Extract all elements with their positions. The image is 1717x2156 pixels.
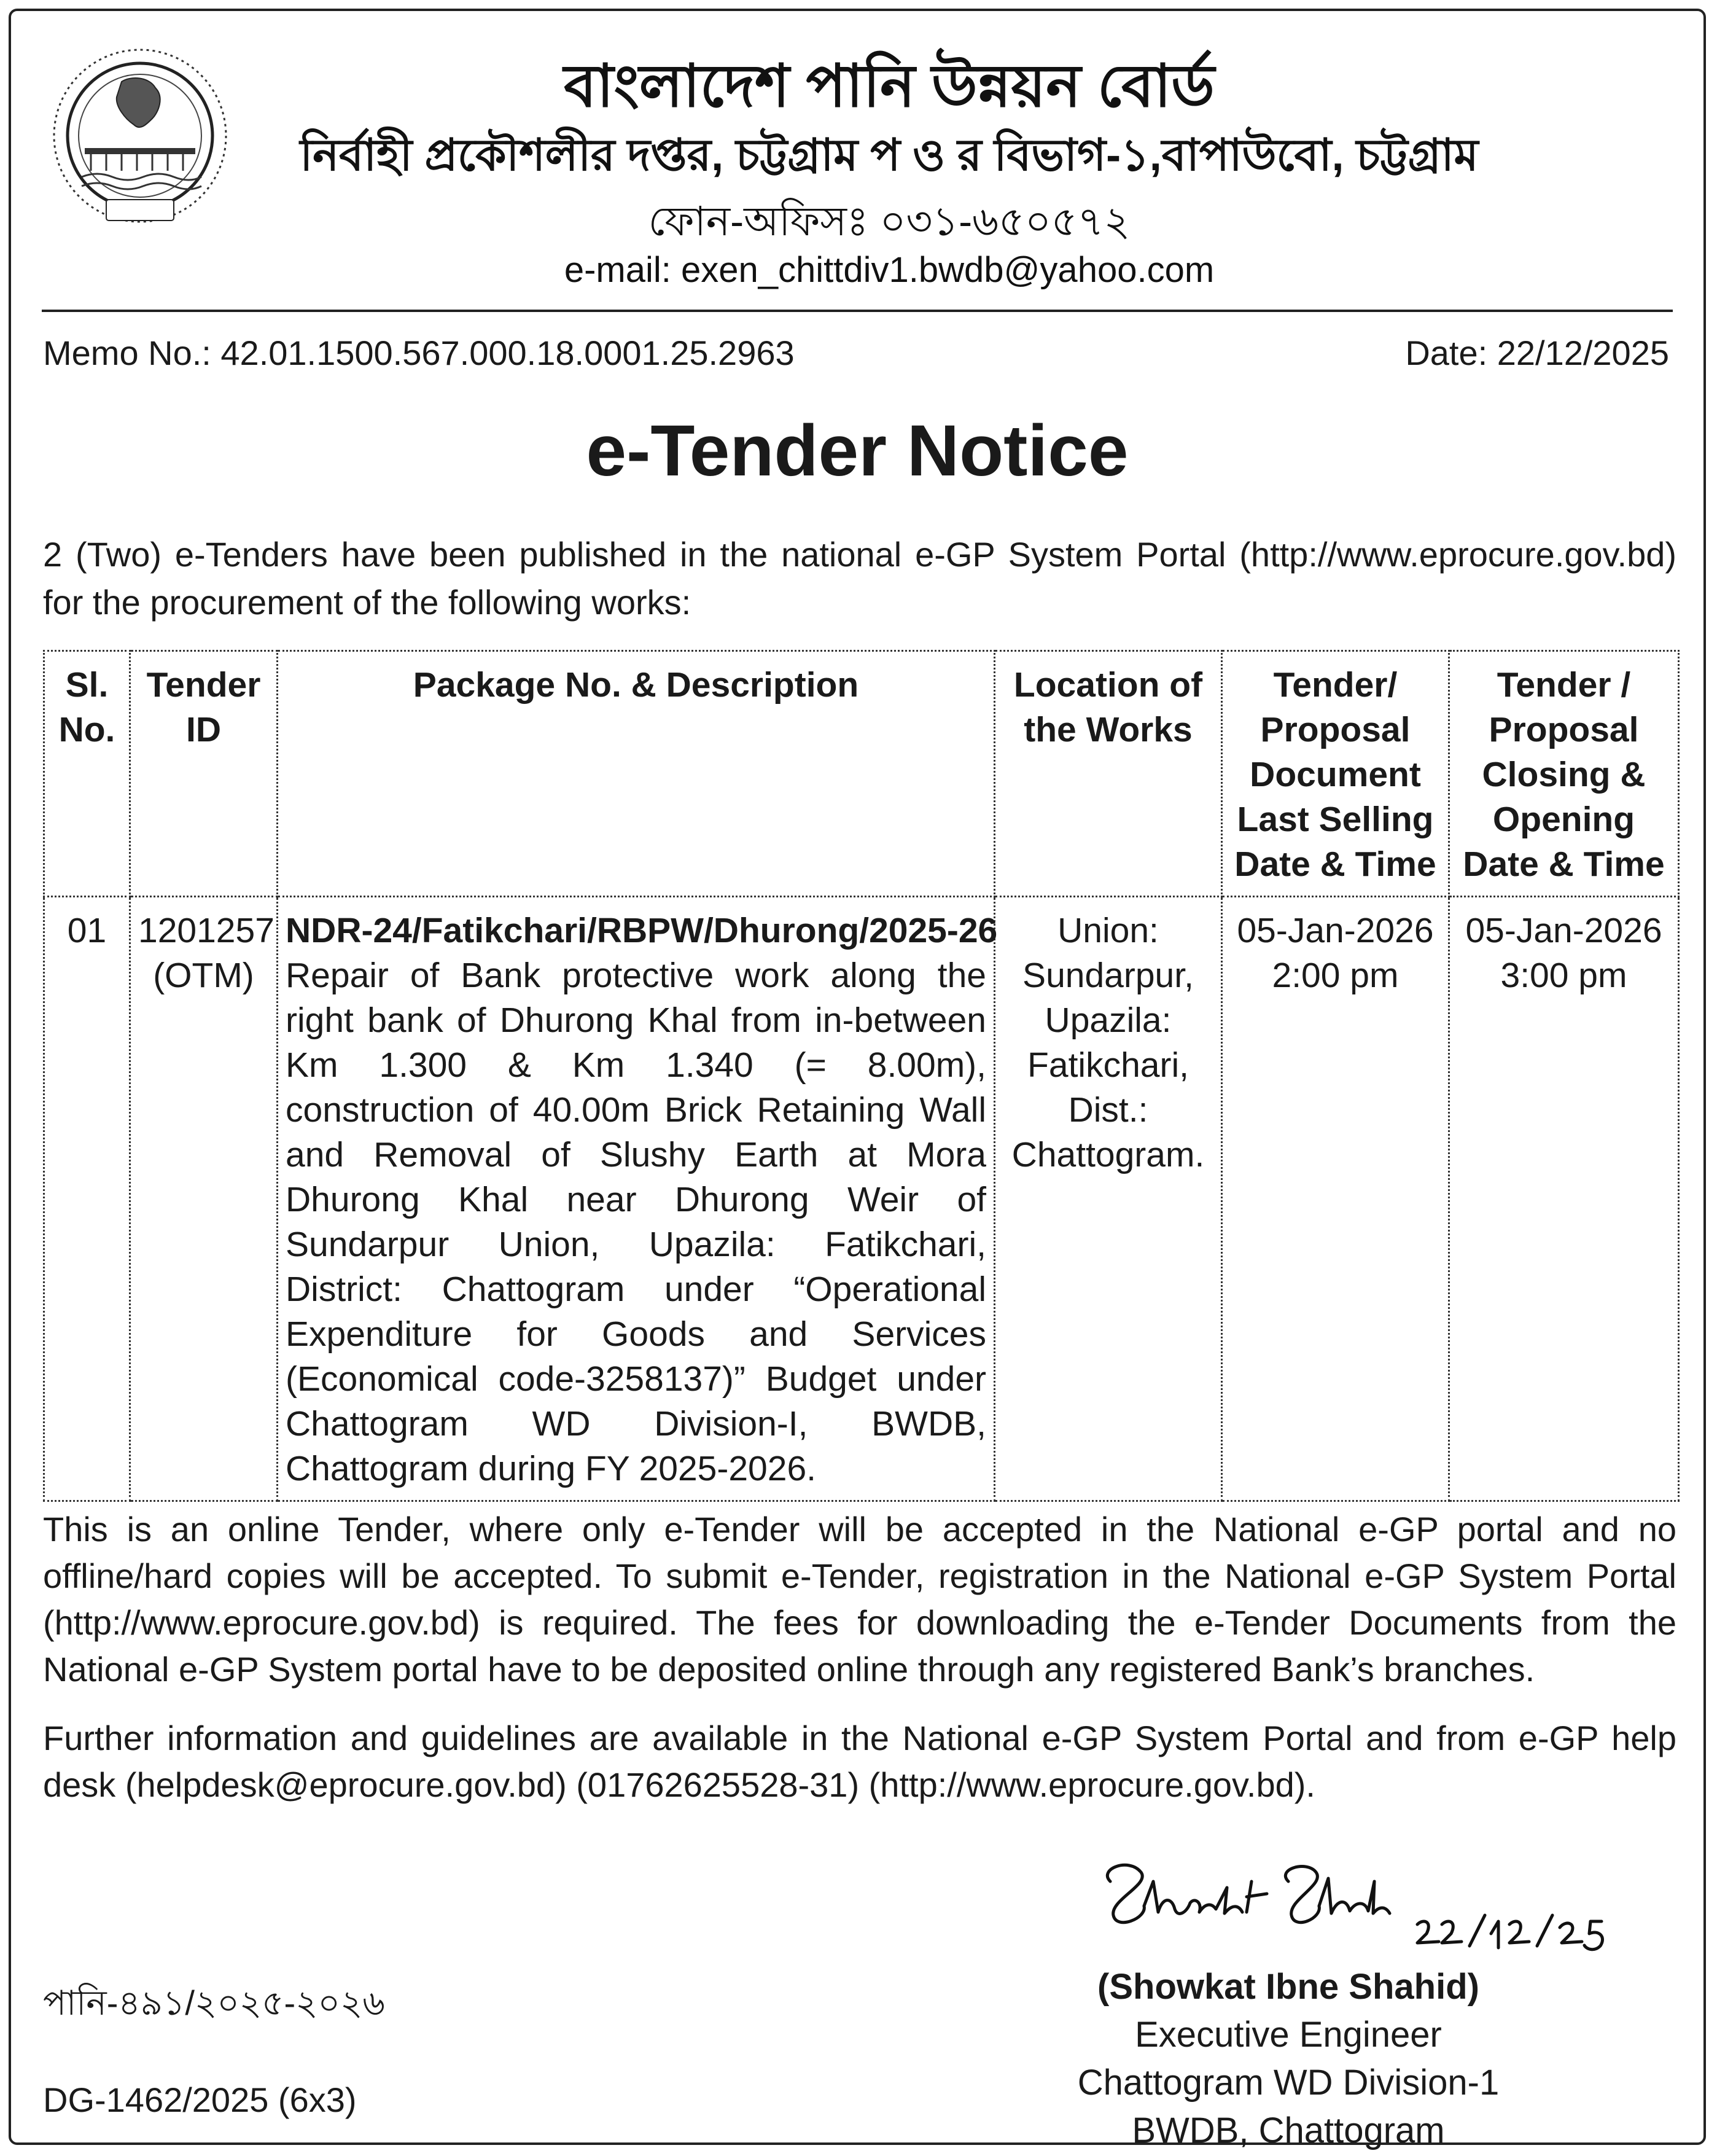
header-location: Location of the Works (995, 651, 1222, 897)
signatory-organization: BWDB, Chattogram (1132, 2111, 1445, 2150)
cell-closing-opening (1449, 897, 1679, 1501)
signatory-designation: Executive Engineer (1135, 2015, 1442, 2055)
cell-tender-id (130, 897, 278, 1501)
selling-time: 2:00 pm (1272, 956, 1399, 995)
organization-name: বাংলাদেশ পানি উন্নয়ন বোর্ড (564, 53, 1215, 119)
tender-notice-page (9, 9, 1706, 2150)
memo-number: Memo No.: 42.01.1500.567.000.18.0001.25.2963 (43, 334, 795, 372)
header-divider (42, 310, 1673, 312)
notice-date: Date: 22/12/2025 (1405, 334, 1669, 372)
tender-id-value: 1201257 (138, 911, 274, 950)
pani-reference-code: পানি-৪৯১/২০২৫-২০২৬ (43, 1983, 385, 2022)
tender-table (43, 650, 1680, 1502)
tender-method: (OTM) (153, 956, 254, 995)
cell-sl-no: 01 (44, 897, 130, 1501)
cell-package-description (278, 897, 998, 1501)
online-tender-paragraph: This is an online Tender, where only e-Tender will be accepted in the National e-GP portal and no offline/hard copies will be accepted. To submit e-Tender, registration in the National e-GP System Portal (http://www.eprocure.gov.bd) is required. The fees for downloading the e-Tender Documents from the National e-GP System portal have to be deposited online through any registered Bank’s branches. (43, 1510, 1676, 1689)
handwritten-signature (1086, 1845, 1608, 1961)
signature-block (1018, 1963, 1559, 2155)
further-info-paragraph: Further information and guidelines are available in the National e-GP System Portal and from e-GP help desk (helpdesk@eprocure.gov.bd) (01762625528-31) (http://www.eprocure.gov.bd). (43, 1719, 1676, 1804)
office-email: e-mail: exen_chittdiv1.bwdb@yahoo.com (564, 250, 1215, 290)
cell-last-selling (1222, 897, 1449, 1501)
page-title: e-Tender Notice (586, 410, 1129, 491)
bwdb-logo-icon (48, 39, 232, 235)
header-tender-id: Tender ID (130, 651, 278, 897)
header-last-selling: Tender/ Proposal Document Last Selling Date & Time (1222, 651, 1449, 897)
closing-date: 05-Jan-2026 (1465, 911, 1662, 950)
signatory-name: (Showkat Ibne Shahid) (1097, 1967, 1479, 2007)
closing-time: 3:00 pm (1500, 956, 1627, 995)
office-phone: ফোন-অফিসঃ ০৩১-৬৫০৫৭২ (648, 198, 1131, 244)
office-address: নির্বাহী প্রকৌশলীর দপ্তর, চট্টগ্রাম প ও র বিভাগ-১,বাপাউবো, চট্টগ্রাম (300, 131, 1479, 180)
package-description: Repair of Bank protective work along the right bank of Dhurong Khal from in-between Km 1.300 & Km 1.340 (= 8.00m), construction of 40.00m Brick Retaining Wall and Removal of Slushy Earth at Mora Dhurong Khal near Dhurong Weir of Sundarpur Union, Upazila: Fatikchari, District: Chattogram under “Operational Expenditure for Goods and Services (Economical code-3258137)” Budget under Chattogram WD Division-I, BWDB, Chattogram during FY 2025-2026. (286, 956, 986, 1488)
header-sl-no: Sl. No. (44, 651, 130, 897)
cell-location: Union: Sundarpur, Upazila: Fatikchari, Dist.: Chattogram. (995, 897, 1222, 1501)
table-header-row (44, 651, 1679, 897)
package-number: NDR-24/Fatikchari/RBPW/Dhurong/2025-26 (286, 911, 998, 950)
header-package-description: Package No. & Description (278, 651, 995, 897)
dg-reference-code: DG-1462/2025 (6x3) (43, 2080, 357, 2119)
intro-paragraph: 2 (Two) e-Tenders have been published in the national e-GP System Portal (http://www.eprocure.gov.bd) for the procurement of the following works: (43, 535, 1676, 622)
signatory-division: Chattogram WD Division-1 (1077, 2063, 1500, 2103)
table-row (44, 897, 1679, 1501)
header-closing-opening: Tender / Proposal Closing & Opening Date & Time (1449, 651, 1679, 897)
selling-date: 05-Jan-2026 (1237, 911, 1434, 950)
